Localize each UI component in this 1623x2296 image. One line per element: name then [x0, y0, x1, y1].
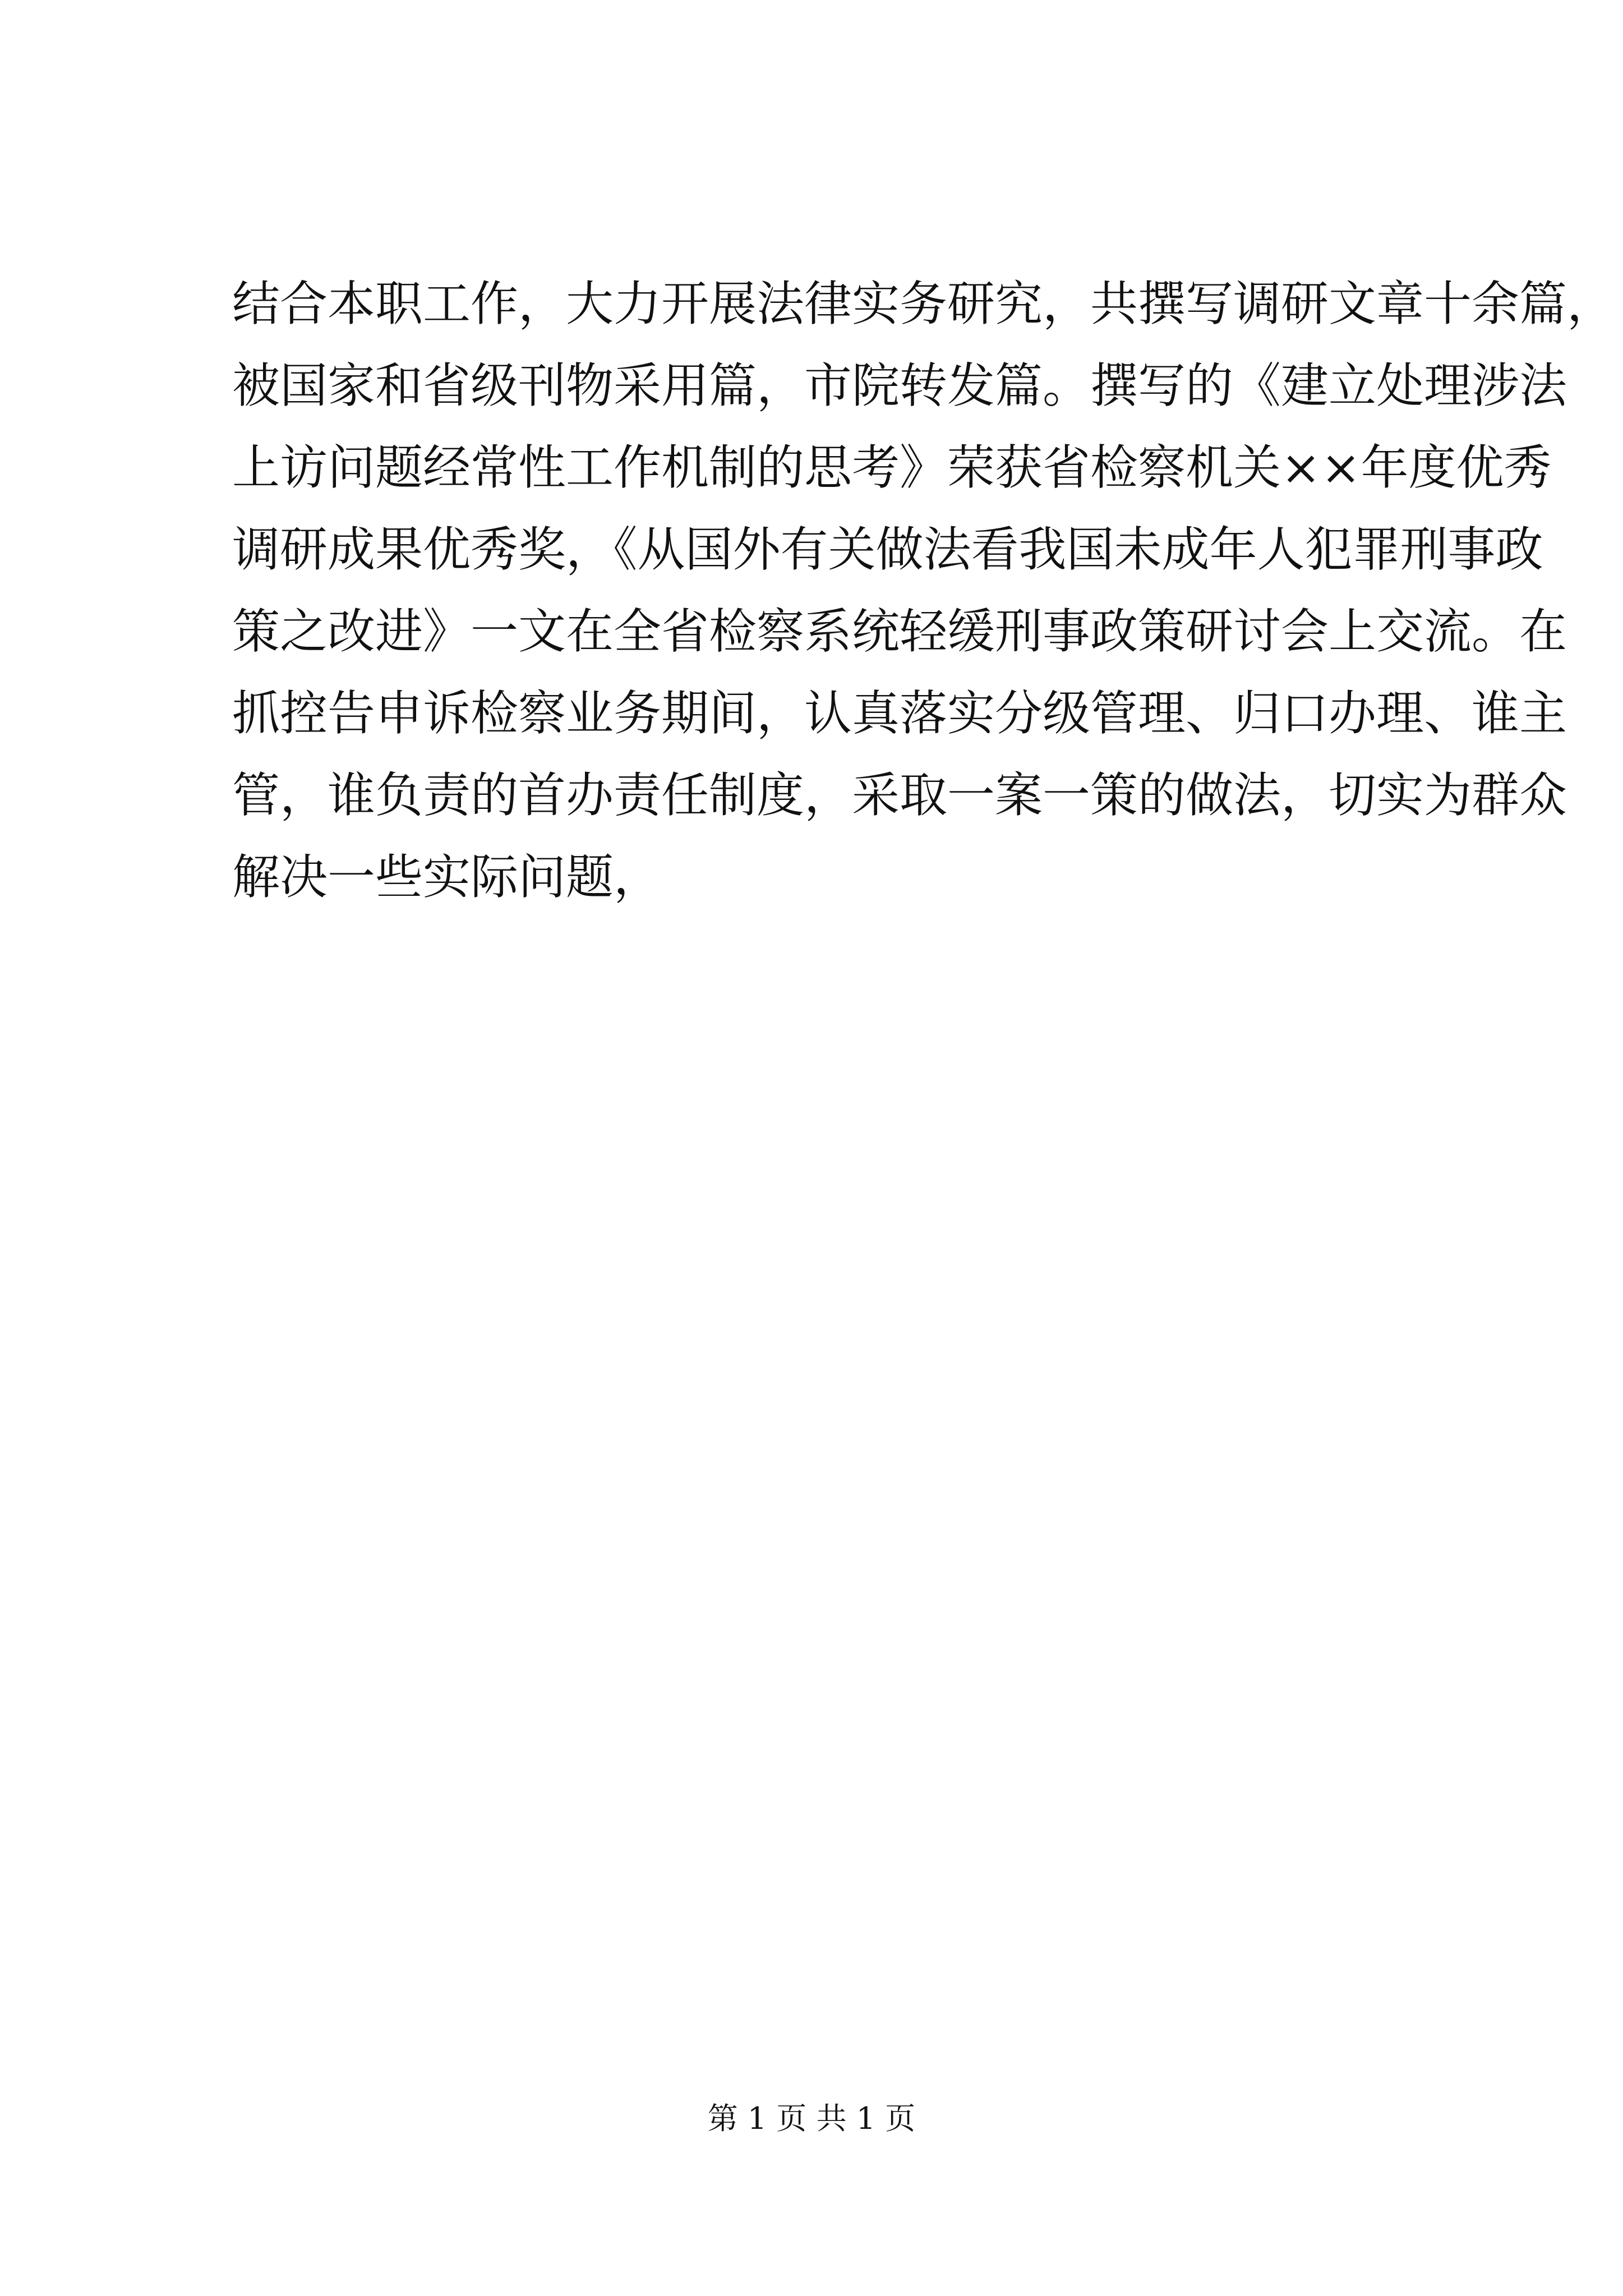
paragraph-line: 管，谁负责的首办责任制度，采取一案一策的做法，切实为群众	[232, 768, 1567, 823]
paragraph-line: 解决一些实际问题，	[232, 850, 662, 905]
paragraph-line: 调研成果优秀奖，《从国外有关做法看我国未成年人犯罪刑事政	[232, 522, 1543, 578]
body-paragraph	[232, 264, 1615, 919]
page-number-footer: 第 1 页 共 1 页	[707, 2101, 916, 2136]
paragraph-line: 被国家和省级刊物采用篇，市院转发篇。撰写的《建立处理涉法	[232, 358, 1567, 414]
paragraph-line: 上访问题经常性工作机制的思考》荣获省检察机关××年度优秀	[232, 440, 1552, 496]
paragraph-line: 结合本职工作，大力开展法律实务研究，共撰写调研文章十余篇，	[232, 277, 1615, 332]
paragraph-line: 抓控告申诉检察业务期间，认真落实分级管理、归口办理、谁主	[232, 686, 1567, 742]
paragraph-line: 策之改进》一文在全省检察系统轻缓刑事政策研讨会上交流。在	[232, 604, 1567, 660]
